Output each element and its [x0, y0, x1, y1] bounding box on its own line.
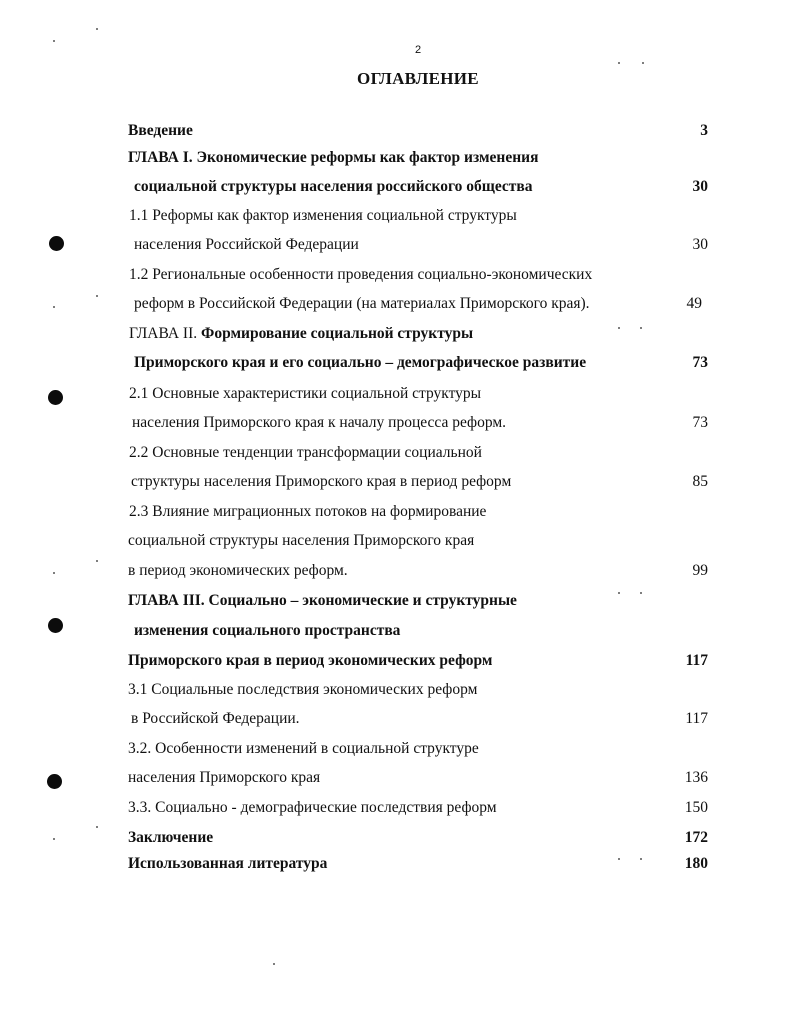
toc-entry-title: изменения социального пространства [134, 622, 401, 639]
scan-speck [53, 306, 55, 308]
toc-entry-page: 30 [692, 178, 708, 195]
toc-entry-title: 1.2 Региональные особенности проведения социально-экономических [129, 266, 593, 283]
toc-entry-title: 2.3 Влияние миграционных потоков на формирование [129, 503, 487, 520]
toc-entry-title: ГЛАВА III. Социально – экономические и структурные [128, 592, 517, 609]
page-title: ОГЛАВЛЕНИЕ [357, 69, 479, 88]
scan-speck [96, 826, 98, 828]
toc-chapter-name: Формирование социальной структуры [201, 325, 474, 342]
scan-speck [642, 62, 644, 64]
toc-entry-page: 180 [684, 855, 708, 872]
scan-speck [618, 327, 620, 329]
toc-entry-page: 136 [684, 769, 708, 786]
toc-entry-title [129, 324, 473, 344]
scan-speck [640, 327, 642, 329]
page-number: 2 [414, 44, 422, 56]
toc-entry-page: 85 [692, 473, 708, 490]
scan-speck [273, 963, 275, 965]
toc-entry-title: 3.3. Социально - демографические последствия реформ [128, 799, 497, 816]
toc-chapter-label: ГЛАВА II. [129, 325, 198, 342]
toc-entry-title: Введение [128, 122, 193, 139]
toc-entry-title: Заключение [128, 829, 214, 846]
toc-entry-page: 99 [692, 562, 708, 579]
toc-entry-title: реформ в Российской Федерации (на материалах Приморского края). [134, 295, 590, 312]
toc-entry-page: 49 [686, 295, 702, 312]
toc-entry-title: населения Приморского края к началу процесса реформ. [132, 414, 507, 431]
toc-entry-page: 30 [692, 236, 708, 253]
toc-entry-title: в Российской Федерации. [131, 710, 300, 727]
toc-entry-title: ГЛАВА I. Экономические реформы как фактор изменения [128, 149, 539, 166]
punch-hole [48, 618, 63, 633]
toc-entry-title: Использованная литература [128, 855, 328, 872]
toc-entry-page: 73 [692, 354, 708, 371]
scan-speck [618, 858, 620, 860]
toc-entry-page: 150 [684, 799, 708, 816]
toc-entry-title: социальной структуры населения российского общества [134, 178, 533, 195]
toc-entry-title: в период экономических реформ. [128, 562, 348, 579]
scan-speck [618, 592, 620, 594]
toc-entry-title: населения Приморского края [128, 769, 321, 786]
toc-entry-title: Приморского края и его социально – демографическое развитие [134, 354, 587, 371]
toc-entry-title: структуры населения Приморского края в период реформ [131, 473, 512, 490]
toc-entry-title: Приморского края в период экономических реформ [128, 652, 493, 669]
toc-entry-title: социальной структуры населения Приморского края [128, 532, 475, 549]
toc-entry-page: 73 [692, 414, 708, 431]
scan-speck [53, 40, 55, 42]
scan-speck [640, 858, 642, 860]
toc-entry-title: 1.1 Реформы как фактор изменения социальной структуры [129, 207, 517, 224]
punch-hole [47, 774, 62, 789]
toc-entry-title: 3.1 Социальные последствия экономических реформ [128, 681, 478, 698]
scan-speck [618, 62, 620, 64]
punch-hole [48, 390, 63, 405]
scan-speck [96, 295, 98, 297]
toc-entry-page: 117 [685, 710, 708, 727]
toc-entry-page: 117 [685, 652, 708, 669]
toc-entry-title: 2.1 Основные характеристики социальной структуры [129, 385, 482, 402]
toc-entry-title: 3.2. Особенности изменений в социальной структуре [128, 740, 479, 757]
scan-speck [96, 560, 98, 562]
scan-speck [53, 838, 55, 840]
toc-entry-page: 3 [700, 122, 708, 139]
toc-entry-title: 2.2 Основные тенденции трансформации социальной [129, 444, 482, 461]
toc-entry-page: 172 [684, 829, 708, 846]
punch-hole [49, 236, 64, 251]
toc-entry-title: населения Российской Федерации [134, 236, 359, 253]
scan-speck [96, 28, 98, 30]
scan-speck [53, 572, 55, 574]
scan-speck [640, 592, 642, 594]
